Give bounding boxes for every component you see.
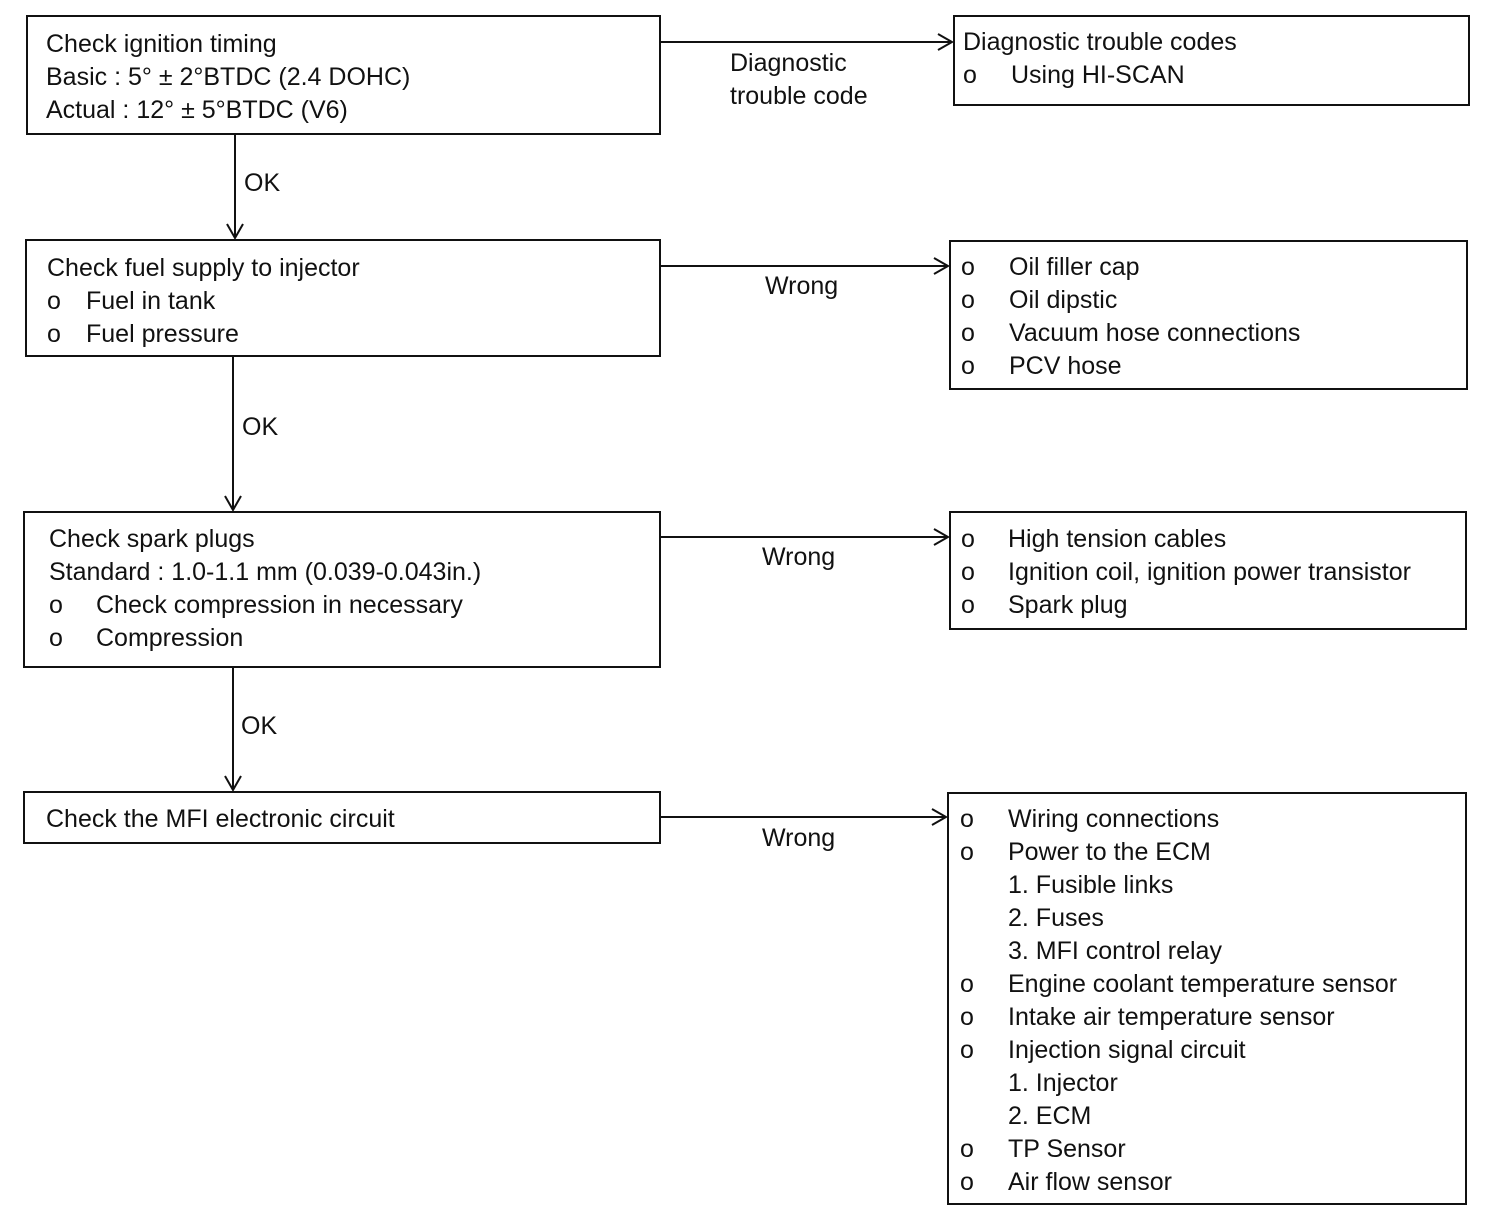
label-wrong-2: Wrong (762, 543, 836, 571)
sub-item: 2. Fuses (1008, 904, 1104, 932)
bullet: o (960, 805, 974, 833)
bullet: o (47, 287, 61, 315)
step-title: Check fuel supply to injector (47, 254, 360, 282)
list-item: Ignition coil, ignition power transistor (1008, 558, 1411, 586)
list-item: Engine coolant temperature sensor (1008, 970, 1398, 998)
list-item: Oil filler cap (1009, 253, 1140, 281)
bullet: o (961, 352, 975, 380)
bullet: o (960, 1135, 974, 1163)
bullet: o (961, 319, 975, 347)
bullet: o (960, 1168, 974, 1196)
result-box-ignition-parts (949, 511, 1467, 630)
step-detail: Actual : 12° ± 5°BTDC (V6) (46, 96, 348, 124)
list-item: High tension cables (1008, 525, 1227, 553)
bullet: o (961, 253, 975, 281)
list-item: Spark plug (1008, 591, 1128, 619)
bullet: o (960, 1003, 974, 1031)
result-box-oil-vacuum (949, 240, 1468, 390)
list-item: Intake air temperature sensor (1008, 1003, 1335, 1031)
step-box-ignition-timing (26, 15, 661, 135)
list-item: Power to the ECM (1008, 838, 1211, 866)
list-item: TP Sensor (1008, 1135, 1126, 1163)
list-item: PCV hose (1009, 352, 1122, 380)
label-dtc-line1: Diagnostic (730, 49, 847, 77)
bullet: o (961, 525, 975, 553)
list-item: Using HI-SCAN (1011, 61, 1185, 89)
sub-item: 2. ECM (1008, 1102, 1092, 1130)
step-title: Check the MFI electronic circuit (46, 805, 395, 833)
result-title: Diagnostic trouble codes (963, 28, 1237, 56)
list-item: Compression (96, 624, 244, 652)
sub-item: 1. Injector (1008, 1069, 1118, 1097)
step-detail: Standard : 1.0-1.1 mm (0.039-0.043in.) (49, 558, 482, 586)
list-item: Fuel pressure (86, 320, 239, 348)
list-item: Wiring connections (1008, 805, 1220, 833)
label-wrong-3: Wrong (762, 824, 836, 852)
label-ok-2: OK (242, 413, 279, 441)
list-item: Fuel in tank (86, 287, 216, 315)
step-title: Check ignition timing (46, 30, 277, 58)
bullet: o (961, 558, 975, 586)
step-title: Check spark plugs (49, 525, 255, 553)
bullet: o (960, 970, 974, 998)
bullet: o (963, 61, 977, 89)
label-dtc-line2: trouble code (730, 82, 868, 110)
bullet: o (960, 838, 974, 866)
sub-item: 3. MFI control relay (1008, 937, 1222, 965)
result-box-mfi-components (947, 792, 1467, 1205)
step-box-spark-plugs (23, 511, 661, 668)
sub-item: 1. Fusible links (1008, 871, 1174, 899)
list-item: Oil dipstic (1009, 286, 1118, 314)
bullet: o (49, 624, 63, 652)
step-box-mfi-circuit (23, 791, 661, 844)
label-ok-3: OK (241, 712, 278, 740)
bullet: o (49, 591, 63, 619)
list-item: Check compression in necessary (96, 591, 463, 619)
bullet: o (960, 1036, 974, 1064)
step-box-fuel-supply (25, 239, 661, 357)
list-item: Vacuum hose connections (1009, 319, 1301, 347)
bullet: o (961, 286, 975, 314)
label-wrong-1: Wrong (765, 272, 839, 300)
result-box-dtc (953, 15, 1470, 106)
step-detail: Basic : 5° ± 2°BTDC (2.4 DOHC) (46, 63, 411, 91)
label-ok-1: OK (244, 169, 281, 197)
bullet: o (961, 591, 975, 619)
bullet: o (47, 320, 61, 348)
list-item: Air flow sensor (1008, 1168, 1172, 1196)
list-item: Injection signal circuit (1008, 1036, 1246, 1064)
